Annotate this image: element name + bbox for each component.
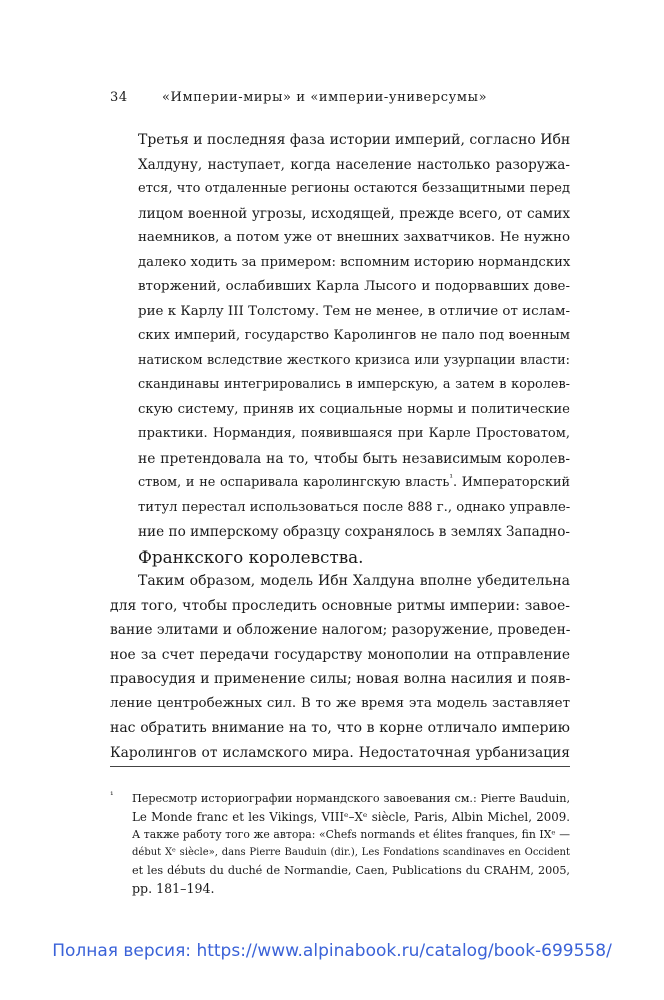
full-version-link[interactable]: Полная версия: https://www.alpinabook.ru/catalog/book-699558/ <box>52 941 612 961</box>
text-line: Халдуну, наступает, когда население настолько разоружа- <box>138 156 570 173</box>
footnote-text <box>132 790 570 898</box>
text-line: Франкского королевства. <box>138 546 364 567</box>
paragraph <box>110 569 570 765</box>
text-line: вание элитами и обложение налогом; разоружение, проведен- <box>110 622 571 638</box>
text-line: скандинавы интегрировались в имперскую, а затем в королев- <box>138 377 570 392</box>
paragraph <box>110 128 570 569</box>
text-line: Каролингов от исламского мира. Недостаточная урбанизация <box>110 744 570 761</box>
footnote-line: et les débuts du duché de Normandie, Caen, Publications du CRAHM, 2005, <box>132 864 570 877</box>
text-fragment: . Императорский <box>452 475 571 490</box>
page-number: 34 <box>110 90 128 105</box>
footnote-marker: ¹ <box>110 791 114 801</box>
text-line: рие к Карлу III Толстому. Тем не менее, в отличие от ислам- <box>138 303 570 319</box>
footnote-ref[interactable]: ¹ <box>449 473 453 484</box>
main-text <box>110 128 570 765</box>
text-line: практики. Нормандия, появившаяся при Карле Простоватом, <box>138 426 570 441</box>
text-line: правосудия и применение силы; новая волна насилия и появ- <box>110 671 571 687</box>
text-line: титул перестал использоваться после 888 г., однако управле- <box>138 499 571 515</box>
text-line: Таким образом, модель Ибн Халдуна вполне убедительна <box>138 573 570 589</box>
text-line: нас обратить внимание на то, что в корне отличало империю <box>110 720 570 736</box>
footnote-line: А также работу того же автора: «Chefs normands et élites franques, fin IXᵉ — <box>132 828 570 841</box>
text-line: для того, чтобы проследить основные ритмы империи: завое- <box>110 597 570 614</box>
footnote-line: Пересмотр историографии нормандского завоевания см.: Pierre Bauduin, <box>132 792 570 805</box>
text-line: наемников, а потом уже от внешних захватчиков. Не нужно <box>138 230 570 245</box>
running-title: «Империи-миры» и «империи-универсумы» <box>162 90 488 105</box>
text-line: не претендовала на то, чтобы быть независимым королев- <box>138 450 570 467</box>
text-line: натиском вследствие жесткого кризиса или узурпации власти: <box>138 352 570 368</box>
text-line: ление центробежных сил. В то же время эта модель заставляет <box>110 695 570 711</box>
text-line: далеко ходить за примером: вспомним историю нормандских <box>138 254 571 270</box>
footnote-divider <box>110 766 570 767</box>
text-line: ное за счет передачи государству монополии на отправление <box>110 646 570 663</box>
text-line: ских империй, государство Каролингов не пало под военным <box>138 328 570 343</box>
footnote <box>110 790 570 898</box>
text-line: Третья и последняя фаза истории империй, согласно Ибн <box>138 132 571 148</box>
footnote-line: début Xᵉ siècle», dans Pierre Bauduin (dir.), Les Fondations scandinaves en Occident <box>132 847 570 858</box>
text-line <box>110 471 570 496</box>
text-line: скую систему, приняв их социальные нормы и политические <box>138 401 570 417</box>
text-line: вторжений, ослабивших Карла Лысого и подорвавших дове- <box>138 279 570 294</box>
text-line: лицом военной угрозы, исходящей, прежде всего, от самих <box>138 205 570 222</box>
footnote-line: pp. 181–194. <box>132 881 215 896</box>
footnote-line: Le Monde franc et les Vikings, VIIIᵉ–Xᵉ siècle, Paris, Albin Michel, 2009. <box>132 810 570 824</box>
text-line: ется, что отдаленные регионы остаются беззащитными перед <box>138 181 570 196</box>
text-line: ние по имперскому образцу сохранялось в землях Западно- <box>138 524 570 540</box>
text-fragment: ством, и не оспаривала каролингскую власть <box>138 475 450 490</box>
